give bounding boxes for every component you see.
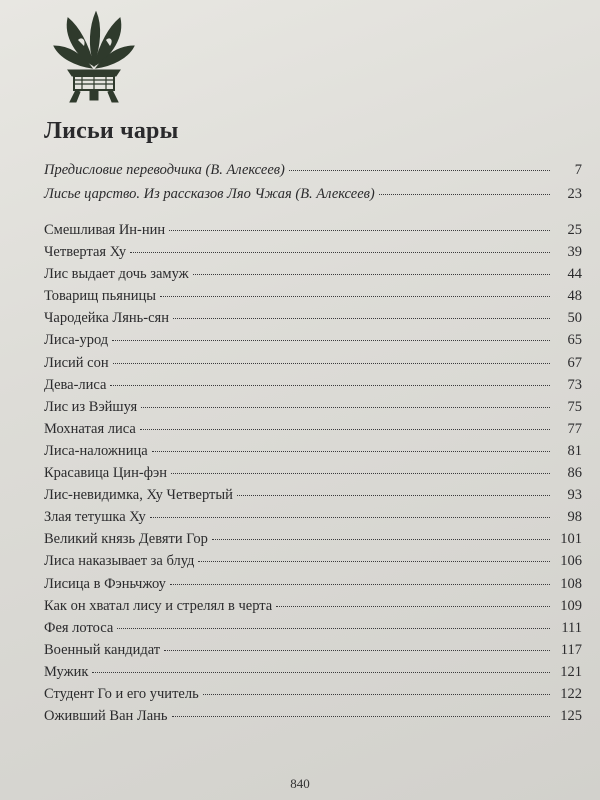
- dot-leader: [203, 694, 550, 695]
- toc-entry-page: 111: [561, 619, 582, 636]
- toc-entry-title: Лиса-урод: [44, 332, 109, 349]
- toc-entry-title: Лис-невидимка, Ху Четвертый: [44, 487, 233, 504]
- toc-entry-page: 50: [567, 310, 582, 327]
- toc-entry-page: 106: [560, 553, 582, 570]
- flower-basket-icon: [46, 6, 142, 106]
- dot-leader: [198, 561, 550, 562]
- toc-entry: [44, 462, 582, 484]
- page-number: 840: [290, 776, 310, 791]
- toc-entry-title: Мохнатая лиса: [44, 420, 136, 437]
- toc-entry-page: 81: [567, 442, 582, 459]
- toc-entry-page: 101: [560, 531, 582, 548]
- dot-leader: [140, 429, 550, 430]
- dot-leader: [164, 650, 550, 651]
- dot-leader: [173, 318, 550, 319]
- toc-entry: [44, 158, 582, 182]
- toc-entry: [44, 241, 582, 263]
- toc-entry-page: 77: [567, 420, 582, 437]
- toc-entry: [44, 418, 582, 440]
- toc-entry-page: 75: [567, 398, 582, 415]
- toc-entry-page: 125: [560, 708, 582, 725]
- toc-entry-page: 48: [567, 288, 582, 305]
- dot-leader: [152, 451, 550, 452]
- toc-entry-page: 7: [574, 162, 582, 178]
- toc-entry: [44, 595, 582, 617]
- dot-leader: [289, 170, 550, 171]
- toc-entry-title: Лис выдает дочь замуж: [44, 266, 189, 283]
- toc-entry: [44, 182, 582, 206]
- toc-entry-page: 121: [560, 663, 582, 680]
- toc-entry-page: 23: [567, 186, 582, 202]
- toc-entry-page: 25: [567, 222, 582, 238]
- dot-leader: [160, 296, 550, 297]
- toc-entry: [44, 528, 582, 550]
- dot-leader: [379, 194, 550, 195]
- toc-entry-title: Лиса-наложница: [44, 442, 148, 459]
- toc-entry-page: 65: [567, 332, 582, 349]
- toc-entry: [44, 263, 582, 285]
- toc-entry-page: 86: [567, 465, 582, 482]
- dot-leader: [171, 473, 550, 474]
- toc-entry: [44, 683, 582, 705]
- toc-entry-title: Четвертая Ху: [44, 244, 127, 261]
- toc-entry-title: Предисловие переводчика (В. Алексеев): [44, 162, 285, 178]
- toc-entry-title: Великий князь Девяти Гор: [44, 531, 208, 548]
- toc-entry-page: 98: [567, 509, 582, 526]
- dot-leader: [170, 584, 550, 585]
- toc-entry-title: Смешливая Ин-нин: [44, 222, 166, 238]
- dot-leader: [237, 495, 550, 496]
- toc-entry-title: Лисье царство. Из рассказов Ляо Чжая (В. Алексеев): [44, 186, 375, 202]
- toc-entry: [44, 617, 582, 639]
- toc-entry-page: 117: [560, 641, 582, 658]
- toc-entry-title: Лиса наказывает за блуд: [44, 553, 195, 570]
- section-title: Лисьи чары: [44, 118, 179, 144]
- toc-entry-title: Мужик: [44, 663, 89, 680]
- toc-entry: [44, 639, 582, 661]
- toc-entry: [44, 484, 582, 506]
- toc-entry: [44, 352, 582, 374]
- toc-entry-title: Студент Го и его учитель: [44, 685, 199, 702]
- toc-entry-page: 93: [567, 487, 582, 504]
- toc-entry: [44, 705, 582, 727]
- dot-leader: [169, 230, 550, 231]
- toc-entry-page: 73: [567, 376, 582, 393]
- toc-entry: [44, 550, 582, 572]
- dot-leader: [130, 252, 550, 253]
- toc-entry-title: Злая тетушка Ху: [44, 509, 146, 526]
- toc-entry: [44, 329, 582, 351]
- dot-leader: [212, 539, 550, 540]
- toc-entry: [44, 374, 582, 396]
- dot-leader: [150, 517, 550, 518]
- toc-entry-title: Товарищ пьяницы: [44, 288, 156, 305]
- toc-entry-title: Чародейка Лянь-сян: [44, 310, 169, 327]
- toc-entry-title: Лисица в Фэньчжоу: [44, 575, 166, 592]
- dot-leader: [113, 363, 550, 364]
- toc-entry: [44, 506, 582, 528]
- toc-entry-page: 122: [560, 685, 582, 702]
- toc-entry: [44, 396, 582, 418]
- dot-leader: [92, 672, 550, 673]
- dot-leader: [193, 274, 550, 275]
- toc-entry-title: Фея лотоса: [44, 619, 114, 636]
- dot-leader: [110, 385, 550, 386]
- dot-leader: [172, 716, 550, 717]
- toc-entry-title: Дева-лиса: [44, 376, 107, 393]
- toc-entry: [44, 307, 582, 329]
- toc-entry: [44, 661, 582, 683]
- toc-entry-title: Военный кандидат: [44, 641, 161, 658]
- toc-entry: [44, 573, 582, 595]
- toc-entry-title: Оживший Ван Лань: [44, 708, 168, 725]
- dot-leader: [141, 407, 550, 408]
- toc-entry: [44, 285, 582, 307]
- toc-entry-page: 109: [560, 597, 582, 614]
- dot-leader: [276, 606, 550, 607]
- toc-entry-page: 108: [560, 575, 582, 592]
- toc-entry: [44, 440, 582, 462]
- toc-entry-title: Красавица Цин-фэн: [44, 465, 168, 482]
- toc-entry-page: 44: [567, 266, 582, 283]
- dot-leader: [117, 628, 550, 629]
- toc-entry: [44, 219, 582, 241]
- toc-entry-page: 39: [567, 244, 582, 261]
- toc-entry-title: Как он хватал лису и стрелял в черта: [44, 597, 273, 614]
- toc-entry-title: Лис из Вэйшуя: [44, 398, 138, 415]
- toc-entry-title: Лисий сон: [44, 354, 109, 371]
- toc-entry-page: 67: [567, 354, 582, 371]
- dot-leader: [112, 340, 550, 341]
- table-of-contents: [44, 158, 582, 727]
